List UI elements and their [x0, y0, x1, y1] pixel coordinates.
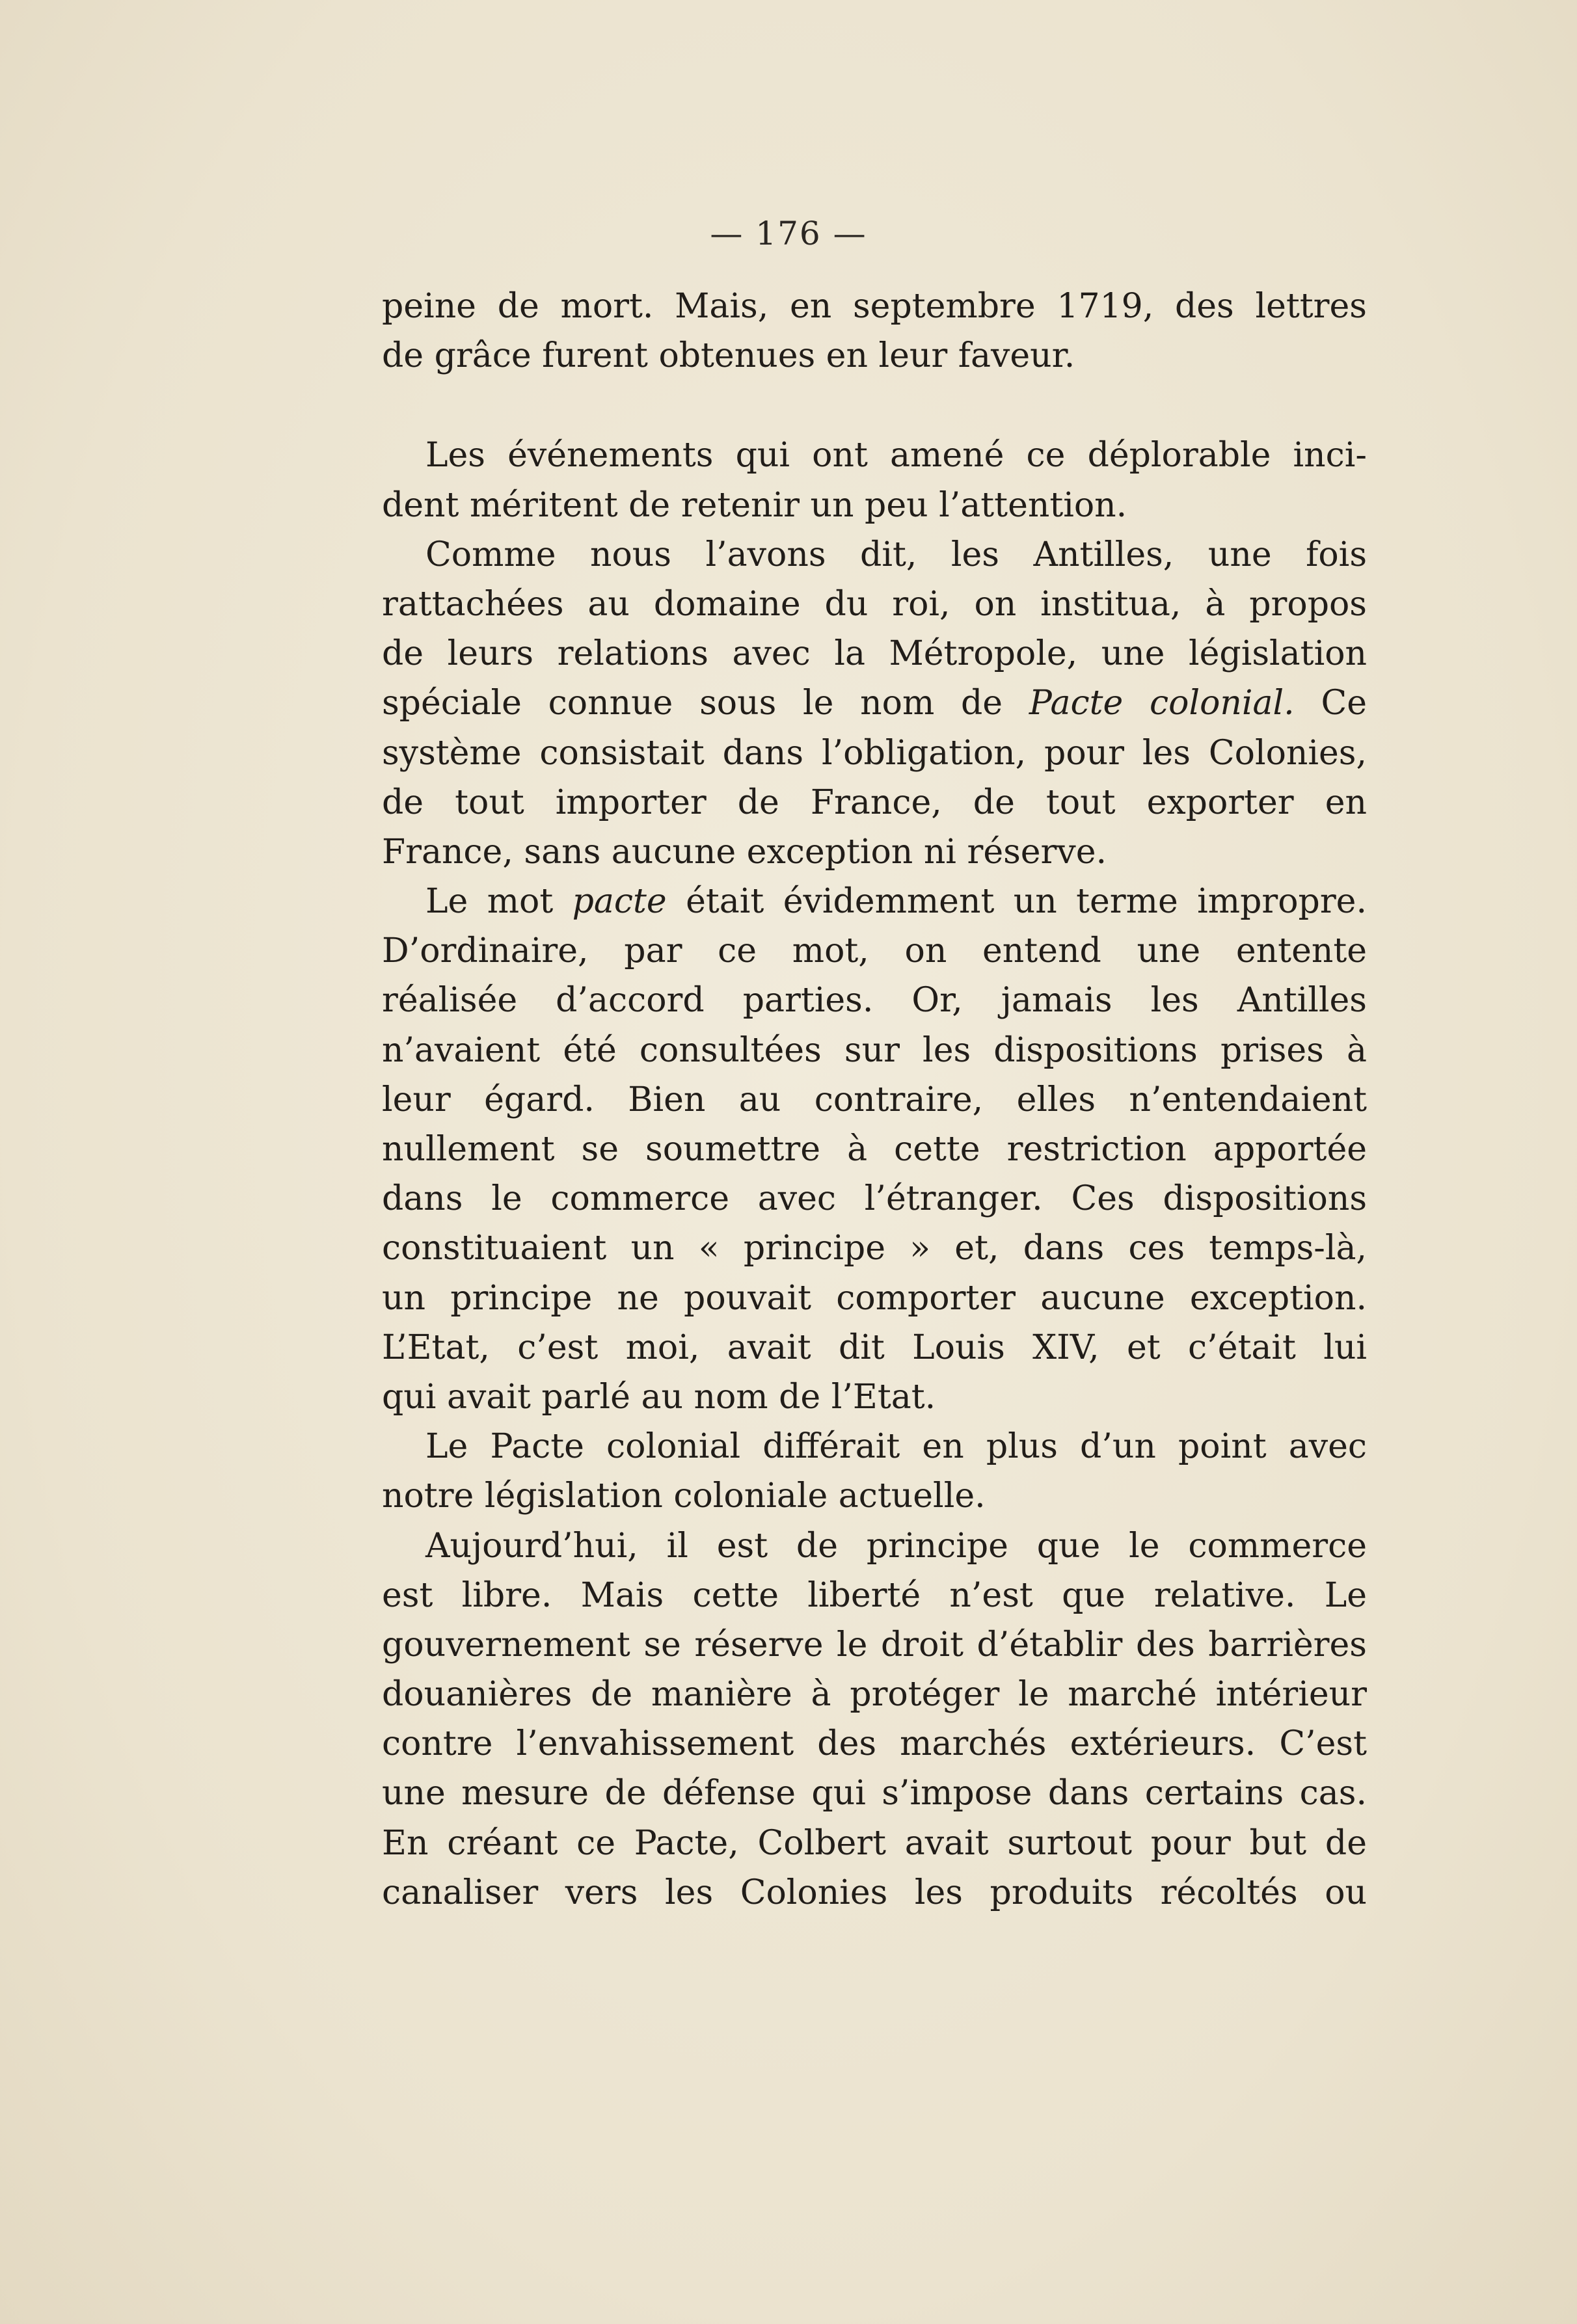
text-line: qui avait parlé au nom de l’Etat. — [382, 1377, 936, 1417]
text-fragment: Le mot — [425, 882, 573, 922]
text-line: peine de mort. Mais, en septembre 1719, des lettres — [382, 287, 1367, 326]
text-line: une mesure de défense qui s’impose dans certains cas. — [382, 1774, 1367, 1813]
text-line: réalisée d’accord parties. Or, jamais les Antilles — [382, 981, 1367, 1021]
text-line: rattachées au domaine du roi, on institua, à propos — [382, 584, 1367, 624]
text-line-with-italic — [382, 678, 1367, 728]
page-number: — 176 — — [710, 215, 867, 252]
italic-term: pacte — [572, 882, 667, 922]
text-line: En créant ce Pacte, Colbert avait surtout pour but de — [382, 1823, 1367, 1863]
text-line: Comme nous l’avons dit, les Antilles, une fois — [425, 535, 1367, 574]
body-text — [382, 282, 1367, 1917]
text-line: système consistait dans l’obligation, pour les Colonies, — [382, 733, 1367, 773]
text-line: un principe ne pouvait comporter aucune exception. — [382, 1278, 1367, 1318]
text-line: de grâce furent obtenues en leur faveur. — [382, 336, 1075, 376]
text-line: France, sans aucune exception ni réserve. — [382, 832, 1107, 872]
text-line: Le Pacte colonial différait en plus d’un point avec — [425, 1427, 1367, 1467]
text-line: contre l’envahissement des marchés extérieurs. C’est — [382, 1724, 1367, 1764]
text-line: canaliser vers les Colonies les produits récoltés ou — [382, 1873, 1367, 1912]
text-line: Aujourd’hui, il est de principe que le commerce — [425, 1526, 1367, 1566]
text-line: L’Etat, c’est moi, avait dit Louis XIV, et c’était lui — [382, 1328, 1367, 1367]
text-line: dent méritent de retenir un peu l’attention. — [382, 485, 1127, 525]
text-fragment: était évidemment un terme impropre. — [666, 882, 1367, 922]
text-line: de leurs relations avec la Métropole, une législation — [382, 634, 1367, 674]
text-line: dans le commerce avec l’étranger. Ces dispositions — [382, 1179, 1367, 1219]
text-line: est libre. Mais cette liberté n’est que relative. Le — [382, 1575, 1367, 1615]
text-line: n’avaient été consultées sur les dispositions prises à — [382, 1030, 1367, 1070]
text-line: leur égard. Bien au contraire, elles n’entendaient — [382, 1080, 1367, 1119]
italic-term: Pacte colonial. — [1029, 684, 1295, 723]
text-line: de tout importer de France, de tout exporter en — [382, 782, 1367, 822]
text-line: nullement se soumettre à cette restriction apportée — [382, 1130, 1367, 1169]
text-line: gouvernement se réserve le droit d’établir des barrières — [382, 1625, 1367, 1664]
text-line: constituaient un « principe » et, dans ces temps-là, — [382, 1229, 1367, 1268]
text-line: D’ordinaire, par ce mot, on entend une entente — [382, 931, 1367, 971]
paragraph-gap — [382, 381, 1367, 431]
text-line-with-italic — [382, 877, 1367, 926]
text-line: Les événements qui ont amené ce déplorable inci- — [425, 436, 1367, 475]
text-fragment: Ce — [1294, 684, 1367, 723]
text-line: douanières de manière à protéger le marché intérieur — [382, 1675, 1367, 1715]
text-line: notre législation coloniale actuelle. — [382, 1476, 986, 1516]
text-fragment: spéciale connue sous le nom de — [382, 684, 1029, 723]
